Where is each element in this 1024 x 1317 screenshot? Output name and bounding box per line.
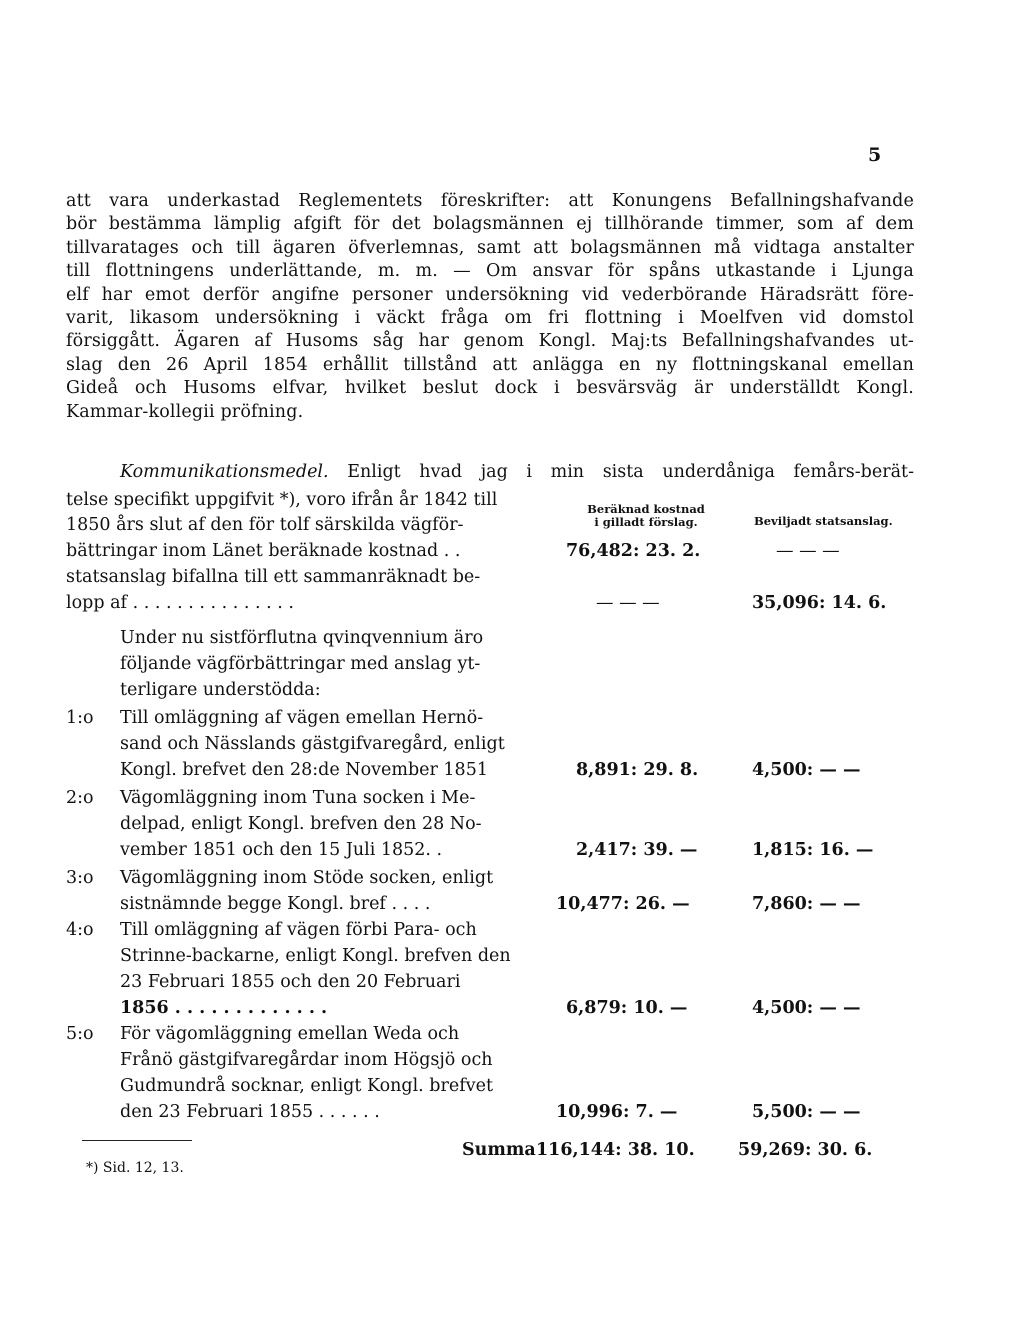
item-line: sand och Nässlands gästgifvaregård, enligt: [120, 734, 505, 754]
item-estimated: 6,879: 10. —: [566, 998, 688, 1018]
item-line: delpad, enligt Kongl. brefven den 28 No-: [120, 814, 482, 834]
item-line: vember 1851 och den 15 Juli 1852. .: [120, 840, 443, 860]
item-number: 4:o: [66, 920, 94, 940]
paragraph-line: elf har emot derför angifne personer undersökning vid vederbörande Häradsrätt före-: [66, 284, 914, 305]
paragraph-line: Kammar-kollegii pröfning.: [66, 401, 304, 422]
item-number: 2:o: [66, 788, 94, 808]
column-header-line: Beräknad kostnad: [587, 502, 705, 516]
intro-estimated-dash: — — —: [596, 593, 660, 613]
column-header-line: i gilladt förslag.: [594, 515, 698, 529]
item-line: sistnämnde begge Kongl. bref . . . .: [120, 894, 431, 914]
item-line: Till omläggning af vägen emellan Hernö-: [120, 708, 484, 728]
footnote-rule: [82, 1140, 192, 1141]
under-line: följande vägförbättringar med anslag yt-: [120, 654, 481, 674]
item-line: Gudmundrå socknar, enligt Kongl. brefvet: [120, 1076, 493, 1096]
item-line: Till omläggning af vägen förbi Para- och: [120, 920, 477, 940]
item-line: Frånö gästgifvaregårdar inom Högsjö och: [120, 1050, 493, 1070]
paragraph-line: bör bestämma lämplig afgift för det bolagsmännen ej tillhörande timmer, som af dem: [66, 214, 914, 235]
section-title: Kommunikationsmedel.: [120, 462, 329, 482]
intro-line: telse specifikt uppgifvit *), voro ifrån år 1842 till: [66, 490, 498, 510]
summa-label: Summa: [462, 1140, 536, 1160]
item-number: 5:o: [66, 1024, 94, 1044]
item-line: den 23 Februari 1855 . . . . . .: [120, 1102, 380, 1122]
kommunikation-line: [120, 462, 914, 482]
body-paragraph: [66, 190, 914, 424]
item-line: Vägomläggning inom Stöde socken, enligt: [120, 868, 494, 888]
intro-granted-dash: — — —: [776, 541, 840, 561]
item-granted: 4,500: — —: [752, 760, 861, 780]
item-line: 1856 . . . . . . . . . . . . .: [120, 998, 328, 1018]
item-number: 1:o: [66, 708, 94, 728]
item-estimated: 8,891: 29. 8.: [576, 760, 699, 780]
paragraph-line: slag den 26 April 1854 erhållit tillstånd att anlägga en ny flottningskanal emellan: [66, 354, 914, 375]
item-line: 23 Februari 1855 och den 20 Februari: [120, 972, 461, 992]
paragraph-line: att vara underkastad Reglementets föreskrifter: att Konungens Befallningshafvande: [66, 191, 914, 211]
intro-estimated-value: 76,482: 23. 2.: [566, 541, 701, 561]
item-granted: 5,500: — —: [752, 1102, 861, 1122]
summa-estimated: 116,144: 38. 10.: [536, 1140, 695, 1160]
paragraph-line: försiggått. Ägaren af Husoms såg har genom Kongl. Maj:ts Befallningshafvandes ut-: [66, 331, 914, 352]
intro-line: statsanslag bifallna till ett sammanräknadt be-: [66, 567, 481, 587]
intro-granted-value: 35,096: 14. 6.: [752, 593, 887, 613]
item-number: 3:o: [66, 868, 94, 888]
summa-granted: 59,269: 30. 6.: [738, 1140, 873, 1160]
paragraph-line: tillvaratages och till ägaren öfverlemnas, samt att bolagsmännen må vidtaga anstalter: [66, 237, 914, 258]
item-line: För vägomläggning emellan Weda och: [120, 1024, 460, 1044]
item-granted: 4,500: — —: [752, 998, 861, 1018]
page-number: 5: [868, 144, 882, 166]
item-granted: 1,815: 16. —: [752, 840, 874, 860]
under-line: terligare understödda:: [120, 680, 321, 700]
item-line: Strinne-backarne, enligt Kongl. brefven den: [120, 946, 511, 966]
intro-line: bättringar inom Länet beräknade kostnad . .: [66, 541, 461, 561]
intro-line: lopp af . . . . . . . . . . . . . . .: [66, 593, 294, 613]
item-estimated: 10,477: 26. —: [556, 894, 690, 914]
intro-line: 1850 års slut af den för tolf särskilda vägför-: [66, 515, 464, 535]
item-line: Vägomläggning inom Tuna socken i Me-: [120, 788, 476, 808]
item-line: Kongl. brefvet den 28:de November 1851: [120, 760, 488, 780]
column-header-granted: Beviljadt statsanslag.: [754, 514, 893, 528]
under-line: Under nu sistförflutna qvinqvennium äro: [120, 628, 484, 648]
paragraph-line: Gideå och Husoms elfvar, hvilket beslut dock i besvärsväg är underställdt Kongl.: [66, 378, 914, 399]
footnote: *) Sid. 12, 13.: [86, 1160, 184, 1176]
item-granted: 7,860: — —: [752, 894, 861, 914]
paragraph-line: till flottningens underlättande, m. m. — Om ansvar för spåns utkastande i Ljunga: [66, 261, 914, 282]
item-estimated: 2,417: 39. —: [576, 840, 698, 860]
section-text: Enligt hvad jag i min sista underdåniga femårs-berät-: [347, 462, 914, 482]
item-estimated: 10,996: 7. —: [556, 1102, 678, 1122]
column-header-estimated: [576, 503, 716, 529]
paragraph-line: varit, likasom undersökning i väckt fråga om fri flottning i Moelfven vid domstol: [66, 308, 914, 329]
